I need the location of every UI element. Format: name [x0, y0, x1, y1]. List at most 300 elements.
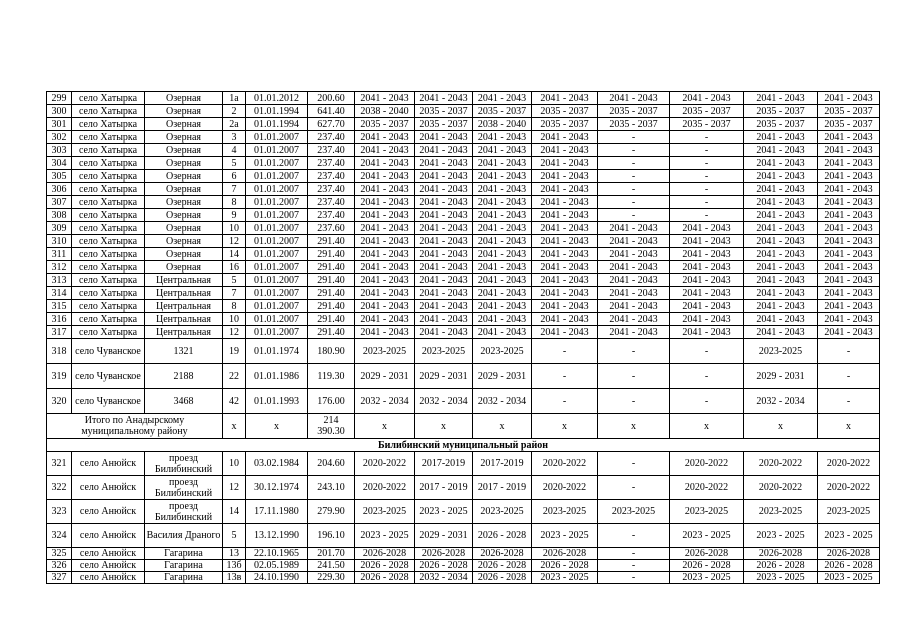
street-cell: Озерная	[145, 131, 223, 144]
area-cell: 119.30	[308, 364, 355, 389]
period-cell-4: 2041 - 2043	[532, 326, 598, 339]
table-row	[47, 235, 880, 248]
area-cell: 200.60	[308, 92, 355, 105]
period-cell-7: 2041 - 2043	[744, 157, 818, 170]
period-cell-5: -	[598, 157, 670, 170]
date-cell: 01.01.2007	[246, 144, 308, 157]
table-row	[47, 248, 880, 261]
period-cell-2: 2032 - 2034	[415, 572, 473, 584]
settlement-cell: село Хатырка	[72, 209, 145, 222]
period-cell-5: -	[598, 339, 670, 364]
period-cell-8: 2035 - 2037	[818, 105, 880, 118]
table-row	[47, 92, 880, 105]
street-cell: Озерная	[145, 157, 223, 170]
period-cell-3: 2041 - 2043	[473, 170, 532, 183]
period-cell-1: 2023 - 2025	[355, 524, 415, 548]
period-cell-8: 2023-2025	[818, 500, 880, 524]
period-cell-5: -	[598, 452, 670, 476]
row-number: 303	[47, 144, 72, 157]
period-cell-4: 2041 - 2043	[532, 235, 598, 248]
period-cell-8: 2041 - 2043	[818, 92, 880, 105]
period-cell-5: 2041 - 2043	[598, 313, 670, 326]
period-cell-3: 2041 - 2043	[473, 248, 532, 261]
period-cell-5: -	[598, 209, 670, 222]
period-cell-6: -	[670, 196, 744, 209]
period-cell-3: 2032 - 2034	[473, 389, 532, 414]
house-number-cell: 16	[223, 261, 246, 274]
period-cell-5: 2041 - 2043	[598, 235, 670, 248]
period-cell-3: 2041 - 2043	[473, 157, 532, 170]
period-cell-8: 2041 - 2043	[818, 313, 880, 326]
period-cell-8: 2041 - 2043	[818, 326, 880, 339]
period-cell-5: -	[598, 144, 670, 157]
date-cell: 01.01.1974	[246, 339, 308, 364]
house-number-cell: 14	[223, 500, 246, 524]
period-cell-3: 2041 - 2043	[473, 196, 532, 209]
area-cell: 204.60	[308, 452, 355, 476]
period-cell-1: 2041 - 2043	[355, 144, 415, 157]
period-cell-3: 2041 - 2043	[473, 183, 532, 196]
house-number-cell: 13б	[223, 560, 246, 572]
period-cell-8: 2041 - 2043	[818, 209, 880, 222]
period-cell-7: 2029 - 2031	[744, 364, 818, 389]
date-cell: 02.05.1989	[246, 560, 308, 572]
period-cell-5: -	[598, 560, 670, 572]
period-cell-3: 2023-2025	[473, 500, 532, 524]
area-cell: 237.60	[308, 222, 355, 235]
row-number: 305	[47, 170, 72, 183]
date-cell: 03.02.1984	[246, 452, 308, 476]
period-cell-5: 2041 - 2043	[598, 222, 670, 235]
period-cell-1: 2041 - 2043	[355, 170, 415, 183]
period-cell-6: -	[670, 209, 744, 222]
area-cell: 201.70	[308, 548, 355, 560]
period-cell-5: 2041 - 2043	[598, 92, 670, 105]
period-cell-5: 2041 - 2043	[598, 261, 670, 274]
settlement-cell: село Хатырка	[72, 118, 145, 131]
settlement-cell: село Анюйск	[72, 524, 145, 548]
period-cell-4: 2023 - 2025	[532, 572, 598, 584]
period-cell-7: 2041 - 2043	[744, 326, 818, 339]
period-cell-4: 2023-2025	[532, 500, 598, 524]
table-row	[47, 105, 880, 118]
date-cell: 01.01.2007	[246, 183, 308, 196]
period-cell-3: 2041 - 2043	[473, 287, 532, 300]
street-cell: Озерная	[145, 196, 223, 209]
period-cell-4: 2041 - 2043	[532, 92, 598, 105]
house-number-cell: 13в	[223, 572, 246, 584]
total-period-3: x	[473, 414, 532, 439]
period-cell-4: 2041 - 2043	[532, 248, 598, 261]
street-cell: 1321	[145, 339, 223, 364]
period-cell-8: 2041 - 2043	[818, 183, 880, 196]
settlement-cell: село Хатырка	[72, 261, 145, 274]
period-cell-8: -	[818, 389, 880, 414]
settlement-cell: село Чуванское	[72, 389, 145, 414]
period-cell-1: 2041 - 2043	[355, 196, 415, 209]
date-cell: 01.01.1994	[246, 105, 308, 118]
period-cell-4: 2035 - 2037	[532, 118, 598, 131]
total-period-6: x	[670, 414, 744, 439]
period-cell-3: 2017-2019	[473, 452, 532, 476]
period-cell-4: 2041 - 2043	[532, 183, 598, 196]
area-cell: 291.40	[308, 287, 355, 300]
period-cell-1: 2029 - 2031	[355, 364, 415, 389]
area-cell: 291.40	[308, 274, 355, 287]
house-number-cell: 3	[223, 131, 246, 144]
street-cell: Озерная	[145, 248, 223, 261]
house-number-cell: 22	[223, 364, 246, 389]
period-cell-7: 2026 - 2028	[744, 560, 818, 572]
house-number-cell: 19	[223, 339, 246, 364]
period-cell-5: -	[598, 364, 670, 389]
period-cell-3: 2026 - 2028	[473, 524, 532, 548]
street-cell: Озерная	[145, 222, 223, 235]
period-cell-1: 2026 - 2028	[355, 572, 415, 584]
row-number: 309	[47, 222, 72, 235]
period-cell-1: 2020-2022	[355, 452, 415, 476]
settlement-cell: село Хатырка	[72, 105, 145, 118]
period-cell-5: 2041 - 2043	[598, 287, 670, 300]
row-number: 327	[47, 572, 72, 584]
row-number: 326	[47, 560, 72, 572]
total-period-5: x	[598, 414, 670, 439]
row-number: 317	[47, 326, 72, 339]
period-cell-3: 2041 - 2043	[473, 144, 532, 157]
period-cell-6: -	[670, 170, 744, 183]
period-cell-5: -	[598, 572, 670, 584]
period-cell-6: 2041 - 2043	[670, 313, 744, 326]
period-cell-8: 2023 - 2025	[818, 572, 880, 584]
period-cell-2: 2035 - 2037	[415, 105, 473, 118]
area-cell: 291.40	[308, 248, 355, 261]
period-cell-1: 2032 - 2034	[355, 389, 415, 414]
period-cell-3: 2041 - 2043	[473, 92, 532, 105]
period-cell-2: 2041 - 2043	[415, 170, 473, 183]
house-number-cell: 12	[223, 326, 246, 339]
period-cell-4: -	[532, 364, 598, 389]
period-cell-6: 2023 - 2025	[670, 524, 744, 548]
house-number-cell: 8	[223, 300, 246, 313]
period-cell-3: 2038 - 2040	[473, 118, 532, 131]
period-cell-7: 2041 - 2043	[744, 313, 818, 326]
street-cell: Озерная	[145, 105, 223, 118]
period-cell-7: 2041 - 2043	[744, 261, 818, 274]
period-cell-3: 2035 - 2037	[473, 105, 532, 118]
period-cell-2: 2029 - 2031	[415, 524, 473, 548]
period-cell-7: 2023 - 2025	[744, 572, 818, 584]
period-cell-3: 2041 - 2043	[473, 326, 532, 339]
row-number: 308	[47, 209, 72, 222]
period-cell-8: 2041 - 2043	[818, 261, 880, 274]
date-cell: 01.01.2007	[246, 248, 308, 261]
total-row	[47, 414, 880, 439]
table-row	[47, 572, 880, 584]
area-cell: 237.40	[308, 170, 355, 183]
house-number-cell: 10	[223, 452, 246, 476]
area-cell: 237.40	[308, 209, 355, 222]
table-row	[47, 500, 880, 524]
period-cell-2: 2035 - 2037	[415, 118, 473, 131]
area-cell: 237.40	[308, 131, 355, 144]
period-cell-1: 2041 - 2043	[355, 313, 415, 326]
area-cell: 180.90	[308, 339, 355, 364]
settlement-cell: село Хатырка	[72, 222, 145, 235]
date-cell: 01.01.2007	[246, 287, 308, 300]
period-cell-7: 2041 - 2043	[744, 300, 818, 313]
period-cell-3: 2029 - 2031	[473, 364, 532, 389]
period-cell-8: 2020-2022	[818, 476, 880, 500]
settlement-cell: село Хатырка	[72, 183, 145, 196]
street-cell: Озерная	[145, 92, 223, 105]
period-cell-1: 2041 - 2043	[355, 248, 415, 261]
period-cell-8: 2041 - 2043	[818, 235, 880, 248]
period-cell-8: 2026-2028	[818, 548, 880, 560]
row-number: 313	[47, 274, 72, 287]
period-cell-7: 2023-2025	[744, 339, 818, 364]
period-cell-2: 2041 - 2043	[415, 235, 473, 248]
table-row	[47, 548, 880, 560]
date-cell: 13.12.1990	[246, 524, 308, 548]
date-cell: 01.01.1986	[246, 364, 308, 389]
house-number-cell: 2а	[223, 118, 246, 131]
row-number: 314	[47, 287, 72, 300]
row-number: 322	[47, 476, 72, 500]
period-cell-1: 2041 - 2043	[355, 131, 415, 144]
row-number: 304	[47, 157, 72, 170]
period-cell-6: 2041 - 2043	[670, 300, 744, 313]
period-cell-8: 2041 - 2043	[818, 248, 880, 261]
period-cell-3: 2041 - 2043	[473, 131, 532, 144]
row-number: 310	[47, 235, 72, 248]
period-cell-1: 2026-2028	[355, 548, 415, 560]
period-cell-7: 2041 - 2043	[744, 196, 818, 209]
period-cell-5: -	[598, 183, 670, 196]
date-cell: 01.01.2007	[246, 274, 308, 287]
period-cell-6: 2041 - 2043	[670, 248, 744, 261]
period-cell-4: 2041 - 2043	[532, 131, 598, 144]
period-cell-3: 2023-2025	[473, 339, 532, 364]
settlement-cell: село Хатырка	[72, 157, 145, 170]
period-cell-6: 2041 - 2043	[670, 274, 744, 287]
area-cell: 291.40	[308, 300, 355, 313]
period-cell-1: 2035 - 2037	[355, 118, 415, 131]
row-number: 320	[47, 389, 72, 414]
street-cell: Озерная	[145, 235, 223, 248]
period-cell-4: -	[532, 389, 598, 414]
period-cell-6: 2041 - 2043	[670, 326, 744, 339]
table-row	[47, 170, 880, 183]
date-cell: 01.01.2007	[246, 326, 308, 339]
period-cell-8: 2023 - 2025	[818, 524, 880, 548]
period-cell-3: 2041 - 2043	[473, 209, 532, 222]
period-cell-2: 2041 - 2043	[415, 300, 473, 313]
house-number-cell: 9	[223, 209, 246, 222]
date-cell: 01.01.2007	[246, 313, 308, 326]
area-cell: 237.40	[308, 196, 355, 209]
period-cell-4: 2026-2028	[532, 548, 598, 560]
row-number: 306	[47, 183, 72, 196]
date-cell: 01.01.2007	[246, 235, 308, 248]
settlement-cell: село Анюйск	[72, 572, 145, 584]
period-cell-2: 2041 - 2043	[415, 183, 473, 196]
period-cell-7: 2020-2022	[744, 452, 818, 476]
period-cell-2: 2041 - 2043	[415, 261, 473, 274]
period-cell-5: 2041 - 2043	[598, 326, 670, 339]
street-cell: 2188	[145, 364, 223, 389]
settlement-cell: село Анюйск	[72, 548, 145, 560]
settlement-cell: село Хатырка	[72, 300, 145, 313]
period-cell-4: 2041 - 2043	[532, 287, 598, 300]
table-row	[47, 144, 880, 157]
street-cell: Центральная	[145, 300, 223, 313]
settlement-cell: село Чуванское	[72, 364, 145, 389]
house-number-cell: 14	[223, 248, 246, 261]
table-row	[47, 476, 880, 500]
street-cell: Озерная	[145, 209, 223, 222]
section-title: Билибинский муниципальный район	[47, 439, 880, 452]
period-cell-5: 2035 - 2037	[598, 118, 670, 131]
street-cell: Озерная	[145, 183, 223, 196]
table-row	[47, 287, 880, 300]
settlement-cell: село Хатырка	[72, 313, 145, 326]
period-cell-6: -	[670, 364, 744, 389]
period-cell-1: 2023-2025	[355, 500, 415, 524]
period-cell-4: 2020-2022	[532, 476, 598, 500]
date-cell: 01.01.1994	[246, 118, 308, 131]
date-cell: 22.10.1965	[246, 548, 308, 560]
period-cell-4: 2041 - 2043	[532, 300, 598, 313]
period-cell-3: 2017 - 2019	[473, 476, 532, 500]
area-cell: 279.90	[308, 500, 355, 524]
table-row	[47, 339, 880, 364]
period-cell-7: 2023 - 2025	[744, 524, 818, 548]
row-number: 307	[47, 196, 72, 209]
table-row	[47, 222, 880, 235]
period-cell-6: 2023 - 2025	[670, 572, 744, 584]
period-cell-3: 2041 - 2043	[473, 235, 532, 248]
period-cell-5: -	[598, 170, 670, 183]
area-cell: 241.50	[308, 560, 355, 572]
house-number-cell: 7	[223, 183, 246, 196]
date-cell: 01.01.2007	[246, 157, 308, 170]
period-cell-6: 2020-2022	[670, 452, 744, 476]
period-cell-7: 2026-2028	[744, 548, 818, 560]
table-row	[47, 364, 880, 389]
period-cell-7: 2023-2025	[744, 500, 818, 524]
period-cell-8: -	[818, 364, 880, 389]
period-cell-7: 2041 - 2043	[744, 274, 818, 287]
row-number: 316	[47, 313, 72, 326]
table-row	[47, 313, 880, 326]
area-cell: 291.40	[308, 326, 355, 339]
period-cell-4: 2041 - 2043	[532, 209, 598, 222]
street-cell: Центральная	[145, 313, 223, 326]
table-row	[47, 183, 880, 196]
house-number-cell: 12	[223, 476, 246, 500]
date-cell: 01.01.2007	[246, 222, 308, 235]
period-cell-7: 2035 - 2037	[744, 105, 818, 118]
area-cell: 229.30	[308, 572, 355, 584]
period-cell-6: 2026-2028	[670, 548, 744, 560]
street-cell: Озерная	[145, 170, 223, 183]
date-cell: 17.11.1980	[246, 500, 308, 524]
period-cell-2: 2041 - 2043	[415, 248, 473, 261]
period-cell-7: 2041 - 2043	[744, 144, 818, 157]
period-cell-7: 2041 - 2043	[744, 248, 818, 261]
street-cell: Центральная	[145, 287, 223, 300]
street-cell: проезд Билибинский	[145, 452, 223, 476]
area-cell: 243.10	[308, 476, 355, 500]
period-cell-8: 2041 - 2043	[818, 300, 880, 313]
period-cell-2: 2041 - 2043	[415, 131, 473, 144]
period-cell-5: 2023-2025	[598, 500, 670, 524]
period-cell-6: 2023-2025	[670, 500, 744, 524]
street-cell: Гагарина	[145, 548, 223, 560]
period-cell-8: -	[818, 339, 880, 364]
period-cell-4: 2026 - 2028	[532, 560, 598, 572]
date-cell: 01.01.2007	[246, 209, 308, 222]
period-cell-2: 2017-2019	[415, 452, 473, 476]
table-row	[47, 261, 880, 274]
table-row	[47, 118, 880, 131]
period-cell-1: 2038 - 2040	[355, 105, 415, 118]
house-number-cell: 2	[223, 105, 246, 118]
period-cell-7: 2041 - 2043	[744, 131, 818, 144]
period-cell-4: 2035 - 2037	[532, 105, 598, 118]
street-cell: Центральная	[145, 274, 223, 287]
period-cell-7: 2041 - 2043	[744, 170, 818, 183]
table-row	[47, 209, 880, 222]
period-cell-8: 2020-2022	[818, 452, 880, 476]
period-cell-5: 2041 - 2043	[598, 248, 670, 261]
period-cell-6: -	[670, 131, 744, 144]
area-cell: 176.00	[308, 389, 355, 414]
table-row	[47, 389, 880, 414]
settlement-cell: село Анюйск	[72, 560, 145, 572]
period-cell-8: 2041 - 2043	[818, 131, 880, 144]
house-number-cell: 1а	[223, 92, 246, 105]
settlement-cell: село Хатырка	[72, 235, 145, 248]
period-cell-1: 2041 - 2043	[355, 157, 415, 170]
row-number: 324	[47, 524, 72, 548]
period-cell-5: 2035 - 2037	[598, 105, 670, 118]
street-cell: Гагарина	[145, 560, 223, 572]
period-cell-1: 2041 - 2043	[355, 183, 415, 196]
table-row	[47, 524, 880, 548]
period-cell-3: 2041 - 2043	[473, 222, 532, 235]
house-number-cell: 5	[223, 274, 246, 287]
period-cell-7: 2041 - 2043	[744, 222, 818, 235]
period-cell-6: -	[670, 339, 744, 364]
settlement-cell: село Хатырка	[72, 248, 145, 261]
total-period-4: x	[532, 414, 598, 439]
period-cell-3: 2041 - 2043	[473, 261, 532, 274]
area-cell: 291.40	[308, 313, 355, 326]
period-cell-4: 2041 - 2043	[532, 170, 598, 183]
period-cell-2: 2041 - 2043	[415, 144, 473, 157]
period-cell-4: 2041 - 2043	[532, 222, 598, 235]
period-cell-7: 2020-2022	[744, 476, 818, 500]
period-cell-6: 2020-2022	[670, 476, 744, 500]
period-cell-2: 2026 - 2028	[415, 560, 473, 572]
period-cell-6: 2041 - 2043	[670, 287, 744, 300]
period-cell-8: 2041 - 2043	[818, 157, 880, 170]
period-cell-2: 2032 - 2034	[415, 389, 473, 414]
period-cell-6: 2035 - 2037	[670, 105, 744, 118]
settlement-cell: село Хатырка	[72, 287, 145, 300]
period-cell-3: 2026 - 2028	[473, 560, 532, 572]
